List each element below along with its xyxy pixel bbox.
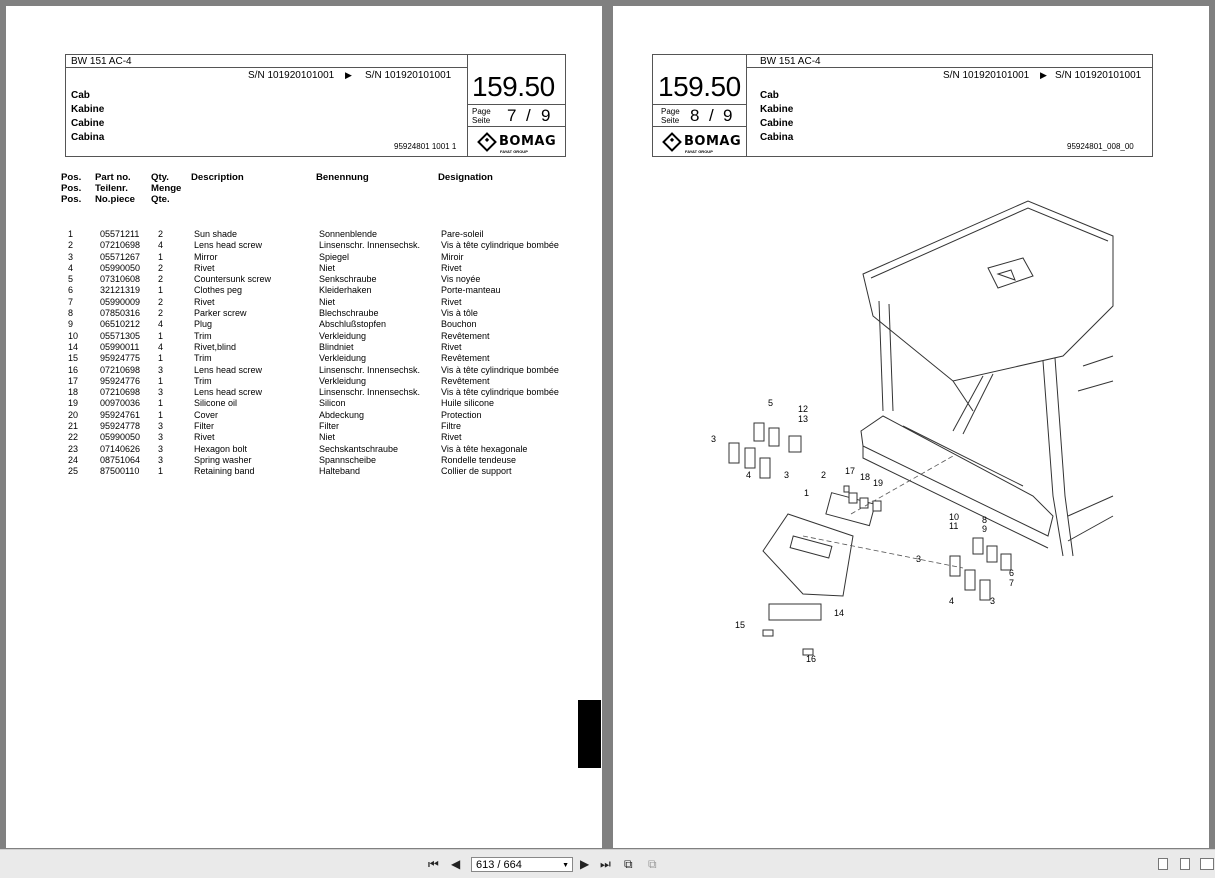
- cell-part-no: 07210698: [100, 364, 141, 375]
- cell-qty: 2: [158, 274, 164, 285]
- cell-designation: Vis à tête hexagonale: [441, 443, 528, 454]
- cell-benennung: Kleiderhaken: [319, 285, 372, 296]
- logo-subtext: FAYAT GROUP: [500, 149, 528, 154]
- cell-description: Rivet: [194, 262, 215, 273]
- cell-benennung: Niet: [319, 262, 336, 273]
- exploded-parts-drawing: [703, 196, 1209, 676]
- cell-designation: Rivet: [441, 341, 462, 352]
- logo-subtext-right: FAYAT GROUP: [685, 149, 713, 154]
- page-edge-tab: [578, 700, 601, 768]
- logo-text-right: BOMAG: [684, 134, 742, 149]
- callout-16: 16: [806, 654, 817, 664]
- cell-pos: 3: [68, 251, 74, 262]
- model-name: BW 151 AC-4: [71, 56, 132, 67]
- cell-benennung: Niet: [319, 296, 336, 307]
- callout-4b: 4: [949, 596, 955, 606]
- cell-part-no: 06510212: [100, 319, 141, 330]
- table-row: [61, 308, 559, 319]
- cell-qty: 2: [158, 296, 164, 307]
- cell-designation: Revêtement: [441, 330, 490, 341]
- page-total: 9: [541, 106, 551, 125]
- table-row: [61, 387, 559, 398]
- cell-benennung: Silicon: [319, 398, 346, 409]
- callout-6: 6: [1009, 568, 1015, 578]
- table-row: [61, 319, 559, 330]
- cell-description: Sun shade: [194, 229, 238, 239]
- cell-part-no: 05571211: [100, 229, 140, 239]
- bomag-diamond-icon: [662, 132, 682, 152]
- cell-pos: 22: [68, 432, 79, 443]
- cell-description: Silicone oil: [194, 398, 238, 409]
- cell-qty: 4: [158, 341, 164, 352]
- cell-designation: Rondelle tendeuse: [441, 454, 517, 465]
- table-row: [61, 331, 559, 342]
- cell-part-no: 08751064: [100, 454, 141, 465]
- cell-description: Retaining band: [194, 466, 255, 477]
- serial-arrow-icon: ▶: [1040, 70, 1047, 80]
- chevron-down-icon: ▼: [562, 862, 569, 869]
- cell-description: Spring washer: [194, 454, 252, 465]
- bomag-logo-right: [665, 134, 742, 154]
- cell-part-no: 05571305: [100, 330, 141, 341]
- cell-pos: 25: [68, 466, 79, 477]
- page-number-select[interactable]: [471, 857, 573, 872]
- cell-designation: Rivet: [441, 296, 462, 307]
- next-page-icon[interactable]: ▶: [580, 857, 590, 871]
- cell-part-no: 95924775: [100, 353, 141, 364]
- cell-benennung: Sechskantschraube: [319, 443, 399, 454]
- cell-benennung: Verkleidung: [319, 330, 367, 341]
- cell-description: Cover: [194, 409, 219, 420]
- cell-pos: 9: [68, 319, 74, 330]
- previous-view-icon[interactable]: ⧉: [624, 857, 633, 871]
- cell-qty: 1: [158, 409, 164, 420]
- cell-part-no: 07850316: [100, 308, 141, 319]
- callout-10: 10: [949, 512, 960, 522]
- bomag-logo: [480, 134, 557, 154]
- table-row: [61, 444, 559, 455]
- cell-part-no: 07210698: [100, 387, 141, 398]
- callout-15: 15: [735, 620, 746, 630]
- page-label-en: Page: [472, 107, 491, 116]
- cell-pos: 21: [68, 421, 79, 432]
- header-box: [65, 54, 566, 157]
- title-de: Kabine: [71, 104, 105, 115]
- table-row: [61, 455, 559, 466]
- cell-designation: Pare-soleil: [441, 229, 484, 239]
- cell-description: Rivet,blind: [194, 341, 237, 352]
- cell-description: Trim: [194, 375, 212, 386]
- cell-part-no: 07210698: [100, 240, 141, 251]
- logo-text: BOMAG: [499, 134, 557, 149]
- callout-8: 8: [982, 515, 988, 525]
- cell-description: Trim: [194, 353, 212, 364]
- cell-qty: 3: [158, 432, 164, 443]
- table-row: [61, 353, 559, 364]
- serial-to-right: S/N 101920101001: [1055, 70, 1142, 81]
- cell-benennung: Spannscheibe: [319, 454, 377, 465]
- right-page: [613, 6, 1209, 848]
- page-total-right: 9: [723, 106, 733, 125]
- cell-benennung: Spiegel: [319, 251, 350, 262]
- cell-part-no: 05990011: [100, 341, 140, 352]
- cell-benennung: Linsenschr. Innensechsk.: [319, 387, 421, 398]
- callout-1: 1: [804, 488, 810, 498]
- cell-benennung: Abschlußstopfen: [319, 319, 387, 330]
- cell-designation: Vis à tête cylindrique bombée: [441, 240, 559, 251]
- cell-part-no: 32121319: [100, 285, 141, 296]
- col-pos-header: Pos. Pos. Pos.: [61, 172, 82, 205]
- cell-designation: Vis à tôle: [441, 308, 478, 319]
- callout-18: 18: [860, 472, 871, 482]
- cell-description: Filter: [194, 421, 214, 432]
- cell-qty: 4: [158, 240, 164, 251]
- table-row: [61, 421, 559, 432]
- page-separator-right: /: [709, 106, 714, 125]
- cell-part-no: 95924778: [100, 421, 141, 432]
- cell-qty: 1: [158, 285, 164, 296]
- cell-qty: 2: [158, 262, 164, 273]
- title-fr: Cabine: [71, 118, 105, 129]
- cell-pos: 10: [68, 330, 79, 341]
- col-designation-header: Designation: [438, 172, 493, 183]
- cell-part-no: 95924761: [100, 409, 141, 420]
- group-number-right: 159.50: [658, 71, 741, 102]
- callout-5: 5: [768, 398, 774, 408]
- cell-pos: 8: [68, 308, 74, 319]
- serial-from-right: S/N 101920101001: [943, 70, 1030, 81]
- cell-pos: 24: [68, 454, 79, 465]
- cell-benennung: Verkleidung: [319, 375, 367, 386]
- title-it: Cabina: [71, 132, 105, 143]
- cell-pos: 19: [68, 398, 79, 409]
- serial-arrow-icon: ▶: [345, 70, 352, 80]
- last-page-icon[interactable]: ⏭: [600, 857, 611, 871]
- next-view-icon[interactable]: ⧉: [648, 857, 657, 871]
- table-row: [61, 365, 559, 376]
- page-indicator: 613 / 664: [476, 859, 522, 871]
- callout-13: 13: [798, 414, 809, 424]
- table-row: [61, 398, 559, 409]
- continuous-icon[interactable]: [1180, 858, 1190, 870]
- cell-qty: 1: [158, 375, 164, 386]
- cell-pos: 15: [68, 353, 79, 364]
- callout-11: 11: [949, 521, 959, 531]
- model-name-right: BW 151 AC-4: [760, 56, 821, 67]
- cell-designation: Vis noyée: [441, 274, 481, 285]
- callout-17: 17: [845, 466, 856, 476]
- table-row: [61, 240, 559, 251]
- cell-part-no: 87500110: [100, 466, 140, 477]
- cell-description: Trim: [194, 330, 212, 341]
- cell-description: Rivet: [194, 296, 215, 307]
- callout-4: 4: [746, 470, 752, 480]
- cell-qty: 3: [158, 443, 164, 454]
- cell-part-no: 05990009: [100, 296, 141, 307]
- cell-designation: Rivet: [441, 432, 462, 443]
- cell-description: Lens head screw: [194, 364, 263, 375]
- first-page-icon[interactable]: ⏮: [428, 857, 439, 871]
- cell-pos: 18: [68, 387, 79, 398]
- table-row: [61, 285, 559, 296]
- page-label-de-right: Seite: [661, 116, 680, 125]
- col-qty-header: Qty. Menge Qte.: [151, 172, 182, 205]
- bomag-diamond-icon: [477, 132, 497, 152]
- callout-9: 9: [982, 524, 988, 534]
- cell-designation: Miroir: [441, 251, 464, 262]
- title-en: Cab: [71, 90, 90, 101]
- cell-benennung: Linsenschr. Innensechsk.: [319, 240, 421, 251]
- cell-pos: 6: [68, 285, 74, 296]
- cell-pos: 7: [68, 296, 74, 307]
- cell-designation: Vis à tête cylindrique bombée: [441, 364, 559, 375]
- table-row: [61, 274, 559, 285]
- cell-benennung: Blindniet: [319, 341, 354, 352]
- callout-3: 3: [711, 434, 717, 444]
- table-header-row: [61, 172, 559, 205]
- cell-designation: Huile silicone: [441, 398, 495, 409]
- callout-12: 12: [798, 404, 809, 414]
- cell-benennung: Blechschraube: [319, 308, 379, 319]
- cell-designation: Bouchon: [441, 319, 477, 330]
- callout-3b: 3: [784, 470, 790, 480]
- table-row: [61, 432, 559, 443]
- cell-benennung: Halteband: [319, 466, 361, 477]
- cell-part-no: 07310608: [100, 274, 141, 285]
- cell-pos: 1: [68, 229, 74, 239]
- cell-qty: 1: [158, 330, 164, 341]
- cell-part-no: 05990050: [100, 262, 141, 273]
- cell-qty: 2: [158, 229, 164, 239]
- page-label-de: Seite: [472, 116, 491, 125]
- callout-19: 19: [873, 478, 884, 488]
- title-de-right: Kabine: [760, 104, 794, 115]
- cell-description: Countersunk screw: [194, 274, 272, 285]
- cell-part-no: 05990050: [100, 432, 141, 443]
- cell-description: Mirror: [194, 251, 218, 262]
- cell-designation: Filtre: [441, 421, 461, 432]
- serial-from: S/N 101920101001: [248, 70, 335, 81]
- cell-part-no: 95924776: [100, 375, 141, 386]
- table-row: [61, 297, 559, 308]
- title-en-right: Cab: [760, 90, 779, 101]
- doc-number: 95924801 1001 1: [394, 142, 457, 151]
- table-row: [61, 410, 559, 421]
- callout-3d: 3: [990, 596, 996, 606]
- cell-part-no: 00970036: [100, 398, 141, 409]
- cell-part-no: 07140626: [100, 443, 141, 454]
- cell-designation: Vis à tête cylindrique bombée: [441, 387, 559, 398]
- table-row: [61, 263, 559, 274]
- page-current: 7: [507, 106, 517, 125]
- single-page-icon[interactable]: [1158, 858, 1168, 870]
- cell-benennung: Sonnenblende: [319, 229, 378, 239]
- col-benennung-header: Benennung: [316, 172, 369, 183]
- table-row: [61, 466, 559, 477]
- col-partno-header: Part no. Teilenr. No.piece: [95, 172, 135, 205]
- cell-qty: 1: [158, 466, 164, 477]
- cell-description: Lens head screw: [194, 387, 263, 398]
- callout-2: 2: [821, 470, 827, 480]
- col-description-header: Description: [191, 172, 244, 183]
- cell-designation: Revêtement: [441, 353, 490, 364]
- cell-qty: 1: [158, 398, 164, 409]
- cell-part-no: 05571267: [100, 251, 141, 262]
- cell-designation: Protection: [441, 409, 482, 420]
- cell-description: Parker screw: [194, 308, 247, 319]
- cell-designation: Revêtement: [441, 375, 490, 386]
- cell-qty: 3: [158, 364, 164, 375]
- callout-3c: 3: [916, 554, 922, 564]
- cell-pos: 17: [68, 375, 79, 386]
- header-box-right: [652, 54, 1153, 157]
- serial-to: S/N 101920101001: [365, 70, 452, 81]
- table-row: [61, 342, 559, 353]
- cell-qty: 1: [158, 251, 164, 262]
- cell-qty: 3: [158, 454, 164, 465]
- page-separator: /: [526, 106, 531, 125]
- cell-description: Rivet: [194, 432, 215, 443]
- cell-benennung: Niet: [319, 432, 336, 443]
- group-number: 159.50: [472, 71, 555, 102]
- callout-7: 7: [1009, 578, 1015, 588]
- viewer-toolbar: [0, 849, 1215, 878]
- cell-description: Lens head screw: [194, 240, 263, 251]
- title-fr-right: Cabine: [760, 118, 794, 129]
- table-row: [61, 376, 559, 387]
- callout-14: 14: [834, 608, 845, 618]
- cell-description: Clothes peg: [194, 285, 243, 296]
- cell-qty: 2: [158, 308, 164, 319]
- cell-designation: Collier de support: [441, 466, 512, 477]
- left-page: [6, 6, 602, 848]
- doc-number-right: 95924801_008_00: [1067, 142, 1134, 151]
- cell-pos: 16: [68, 364, 79, 375]
- cell-designation: Rivet: [441, 262, 462, 273]
- cell-benennung: Abdeckung: [319, 409, 365, 420]
- facing-pages-icon[interactable]: [1200, 858, 1214, 870]
- cell-benennung: Senkschraube: [319, 274, 377, 285]
- cell-benennung: Linsenschr. Innensechsk.: [319, 364, 421, 375]
- cell-qty: 4: [158, 319, 164, 330]
- cell-pos: 20: [68, 409, 79, 420]
- prev-page-icon[interactable]: ◀: [451, 857, 461, 871]
- cell-qty: 3: [158, 421, 164, 432]
- cell-designation: Porte-manteau: [441, 285, 501, 296]
- table-row: [61, 252, 559, 263]
- cell-pos: 5: [68, 274, 74, 285]
- cell-qty: 3: [158, 387, 164, 398]
- cell-pos: 23: [68, 443, 79, 454]
- title-it-right: Cabina: [760, 132, 794, 143]
- cell-pos: 14: [68, 341, 79, 352]
- cell-qty: 1: [158, 353, 164, 364]
- table-row: [61, 229, 559, 240]
- cell-description: Hexagon bolt: [194, 443, 248, 454]
- page-current-right: 8: [690, 106, 700, 125]
- cell-description: Plug: [194, 319, 213, 330]
- cell-pos: 4: [68, 262, 74, 273]
- cell-pos: 2: [68, 240, 74, 251]
- parts-table: [61, 172, 559, 478]
- cell-benennung: Verkleidung: [319, 353, 367, 364]
- page-label-en-right: Page: [661, 107, 680, 116]
- cell-benennung: Filter: [319, 421, 339, 432]
